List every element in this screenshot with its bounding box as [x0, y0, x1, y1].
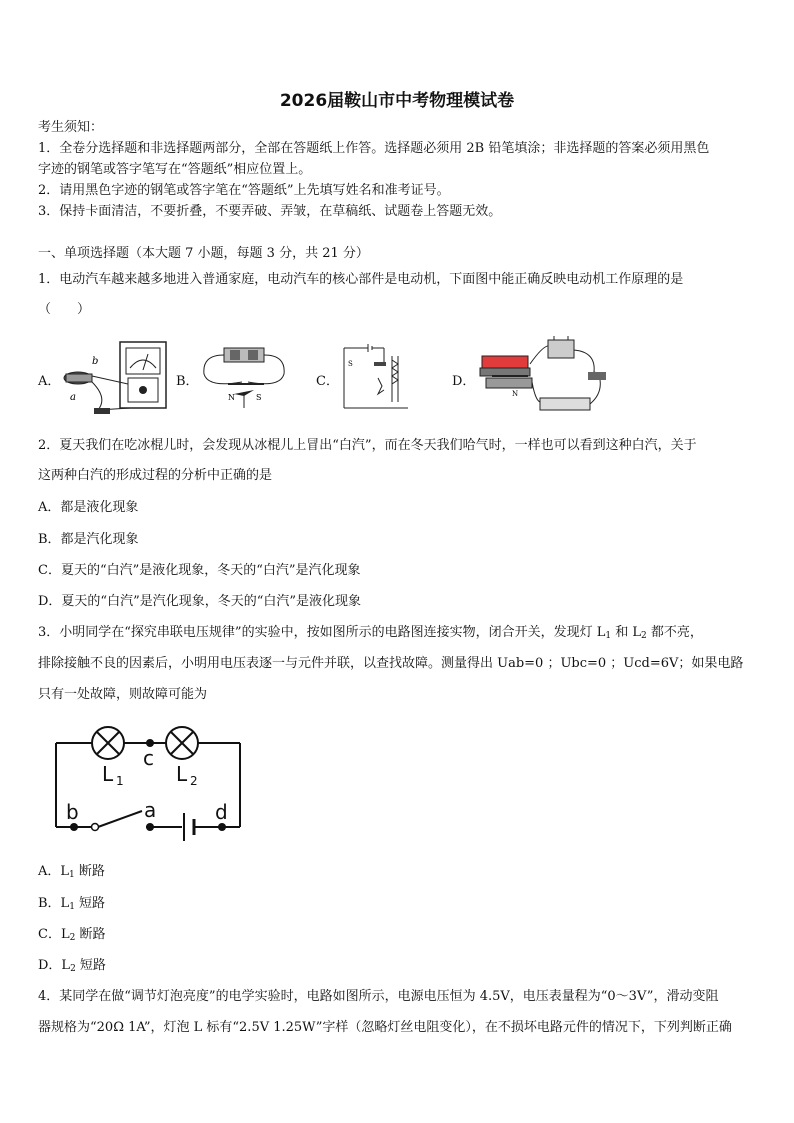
question-4-text: 4．某同学在做“调节灯泡亮度”的电学实验时，电路如图所示，电源电压恒为 4.5V，电压表量程为“0～3V”，滑动变阻 — [38, 989, 719, 1004]
circuit-label-b: b — [66, 800, 79, 824]
circuit-label-c: c — [143, 746, 154, 770]
question-2-text-cont: 这两种白汽的形成过程的分析中正确的是 — [38, 468, 273, 483]
option-sub: 2 — [69, 933, 76, 943]
option-text: 断路 — [74, 864, 105, 879]
q3-sub: 2 — [640, 631, 647, 641]
notice-item: 1．全卷分选择题和非选择题两部分，全部在答题纸上作答。选择题必须用 2B 铅笔填涂；非选择题的答案必须用黑色 — [38, 141, 710, 156]
q3-option-c — [38, 925, 105, 948]
question-1-paren: （ ） — [38, 302, 91, 317]
circuit-label-l2: L — [176, 762, 188, 786]
option-text: 短路 — [75, 958, 106, 973]
q3-option-d — [38, 956, 106, 979]
option-text: A．L — [38, 864, 70, 879]
q3-circuit-diagram — [50, 725, 250, 847]
q3-text-part: 和 L — [611, 625, 641, 640]
question-2-text: 2．夏天我们在吃冰棍儿时，会发现从冰棍儿上冒出“白汽”，而在冬天我们哈气时，一样也可以看到这种白汽，关于 — [38, 438, 697, 453]
q2-option-c: C．夏天的“白汽”是液化现象，冬天的“白汽”是汽化现象 — [38, 563, 361, 578]
circuit-label-a: a — [144, 798, 157, 822]
circuit-label-l2-sub: 2 — [190, 774, 198, 788]
fig-a-label-a: a — [70, 392, 76, 403]
option-sub: 1 — [69, 870, 75, 880]
question-3-text — [38, 623, 703, 646]
notice-heading: 考生须知： — [38, 120, 104, 135]
q3-sub: 1 — [605, 631, 612, 641]
section-heading: 一、单项选择题（本大题 7 小题，每题 3 分，共 21 分） — [38, 246, 369, 261]
circuit-label-l1: L — [102, 762, 114, 786]
question-4-text-cont: 器规格为“20Ω 1A”，灯泡 L 标有“2.5V 1.25W”字样（忽略灯丝电阻变化），在不损坏电路元件的情况下，下列判断正确 — [38, 1020, 732, 1035]
fig-b-label-n: N — [228, 393, 235, 402]
option-text: B．L — [38, 896, 70, 911]
q2-option-b: B．都是汽化现象 — [38, 532, 139, 547]
q1-figure-c — [338, 342, 412, 412]
fig-c-label-s: S — [348, 360, 353, 368]
q1-option-d-label: D． — [452, 374, 476, 389]
q1-figure-b — [198, 340, 290, 416]
q1-figure-d — [476, 334, 610, 418]
q1-option-c-label: C． — [316, 374, 339, 389]
notice-item: 2．请用黑色字迹的钢笔或答字笔在“答题纸”上先填写姓名和准考证号。 — [38, 183, 450, 198]
question-1-text: 1．电动汽车越来越多地进入普通家庭，电动汽车的核心部件是电动机，下面图中能正确反映电动机工作原理的是 — [38, 272, 684, 287]
q2-option-a: A．都是液化现象 — [38, 500, 139, 515]
fig-b-label-s: S — [256, 393, 262, 402]
notice-item: 3．保持卡面清洁，不要折叠，不要弄破、弄皱，在草稿纸、试题卷上答题无效。 — [38, 204, 502, 219]
option-text: C．L — [38, 927, 70, 942]
question-3-text-cont: 排除接触不良的因素后，小明用电压表逐一与元件并联，以查找故障。测量得出 Uab=0 ；Ubc=0 ；Ucd=6V；如果电路 — [38, 656, 744, 671]
fig-a-label-b: b — [92, 356, 99, 367]
q2-option-d: D．夏天的“白汽”是汽化现象，冬天的“白汽”是液化现象 — [38, 594, 362, 609]
q1-option-b-label: B． — [176, 374, 199, 389]
option-sub: 2 — [70, 964, 76, 974]
option-sub: 1 — [69, 902, 75, 912]
q1-figure-a — [58, 338, 170, 420]
page-title: 2026届鞍山市中考物理模试卷 — [279, 91, 515, 111]
q3-option-a — [38, 862, 105, 885]
fig-d-label-n: N — [512, 390, 519, 398]
q3-text-part: 都不亮， — [646, 625, 703, 640]
option-text: 断路 — [75, 927, 106, 942]
circuit-label-l1-sub: 1 — [116, 774, 124, 788]
circuit-label-d: d — [215, 800, 228, 824]
option-text: D．L — [38, 958, 71, 973]
notice-item: 字迹的钢笔或答字笔写在“答题纸”相应位置上。 — [38, 162, 312, 177]
question-3-text-cont: 只有一处故障，则故障可能为 — [38, 687, 208, 702]
q3-option-b — [38, 894, 105, 917]
option-text: 短路 — [74, 896, 106, 911]
q3-text-part: 3．小明同学在“探究串联电压规律”的实验中，按如图所示的电路图连接实物，闭合开关，发现灯 L — [38, 625, 606, 640]
q1-option-a-label: A． — [38, 374, 61, 389]
